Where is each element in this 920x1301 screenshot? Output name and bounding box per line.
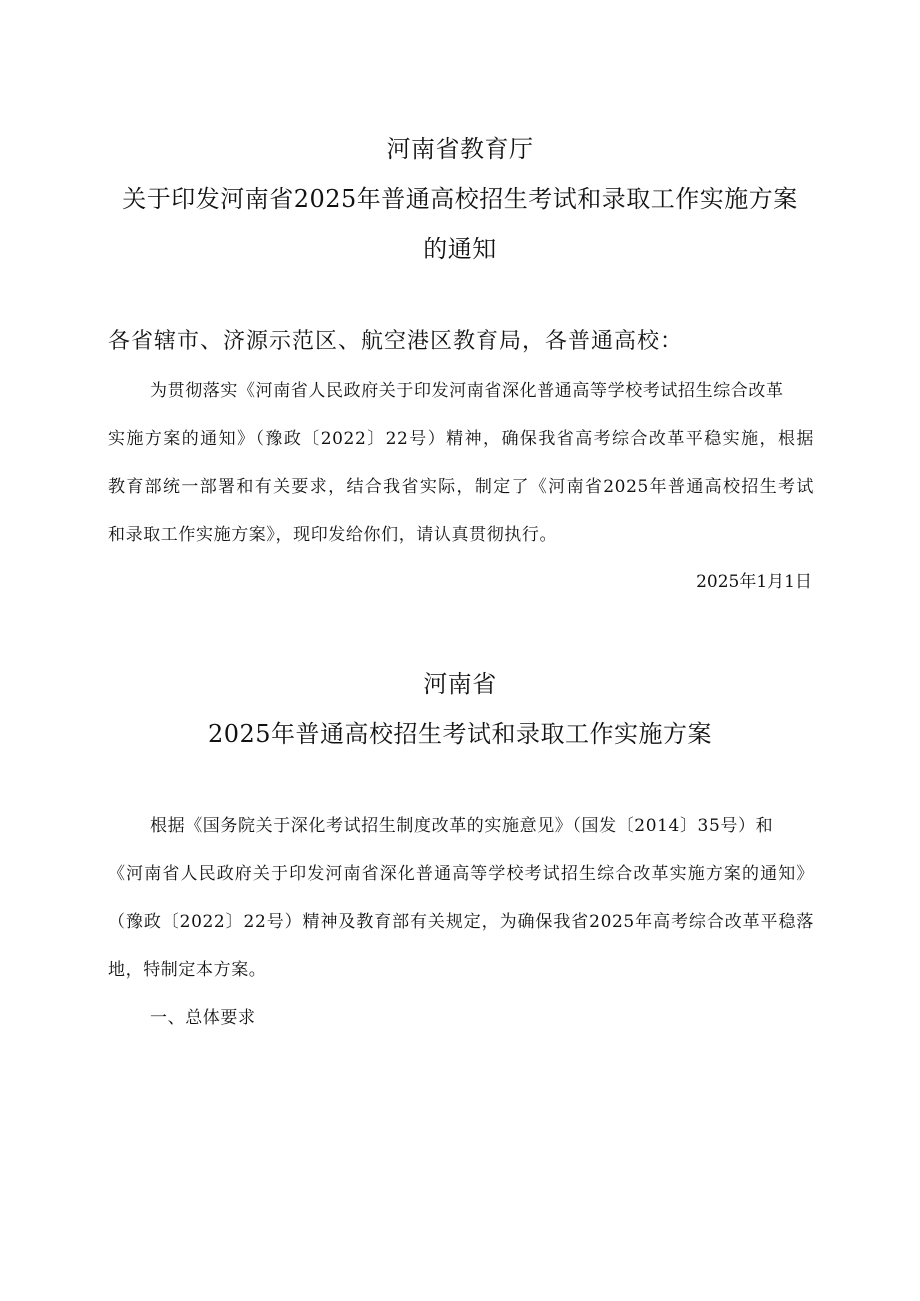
section-heading-general-requirements: 一、总体要求 — [150, 1008, 256, 1028]
notice-body-line2: 实施方案的通知》（豫政〔2022〕22号）精神，确保我省高考综合改革平稳实施，根据 — [108, 429, 814, 449]
plan-intro-line1: 根据《国务院关于深化考试招生制度改革的实施意见》（国发〔2014〕35号）和 — [150, 816, 774, 836]
notice-body-line1: 为贯彻落实《河南省人民政府关于印发河南省深化普通高等学校考试招生综合改革 — [150, 381, 784, 401]
plan-intro-line4: 地，特制定本方案。 — [108, 960, 267, 980]
plan-title-line1: 河南省 — [423, 670, 497, 698]
plan-title-line2: 2025年普通高校招生考试和录取工作实施方案 — [207, 720, 713, 748]
notice-date: 2025年1月1日 — [696, 572, 812, 592]
plan-intro-line2: 《河南省人民政府关于印发河南省深化普通高等学校考试招生综合改革实施方案的通知》 — [108, 864, 814, 884]
notice-body-line3: 教育部统一部署和有关要求，结合我省实际，制定了《河南省2025年普通高校招生考试 — [108, 477, 814, 497]
notice-issuer: 河南省教育厅 — [386, 135, 534, 163]
plan-intro-line3: （豫政〔2022〕22号）精神及教育部有关规定，为确保我省2025年高考综合改革平稳落 — [108, 912, 814, 932]
notice-salutation: 各省辖市、济源示范区、航空港区教育局，各普通高校： — [108, 329, 684, 354]
notice-body-line4: 和录取工作实施方案》，现印发给你们，请认真贯彻执行。 — [108, 525, 558, 545]
notice-title-line2: 的通知 — [423, 235, 497, 263]
notice-title-line1: 关于印发河南省2025年普通高校招生考试和录取工作实施方案 — [122, 185, 798, 213]
